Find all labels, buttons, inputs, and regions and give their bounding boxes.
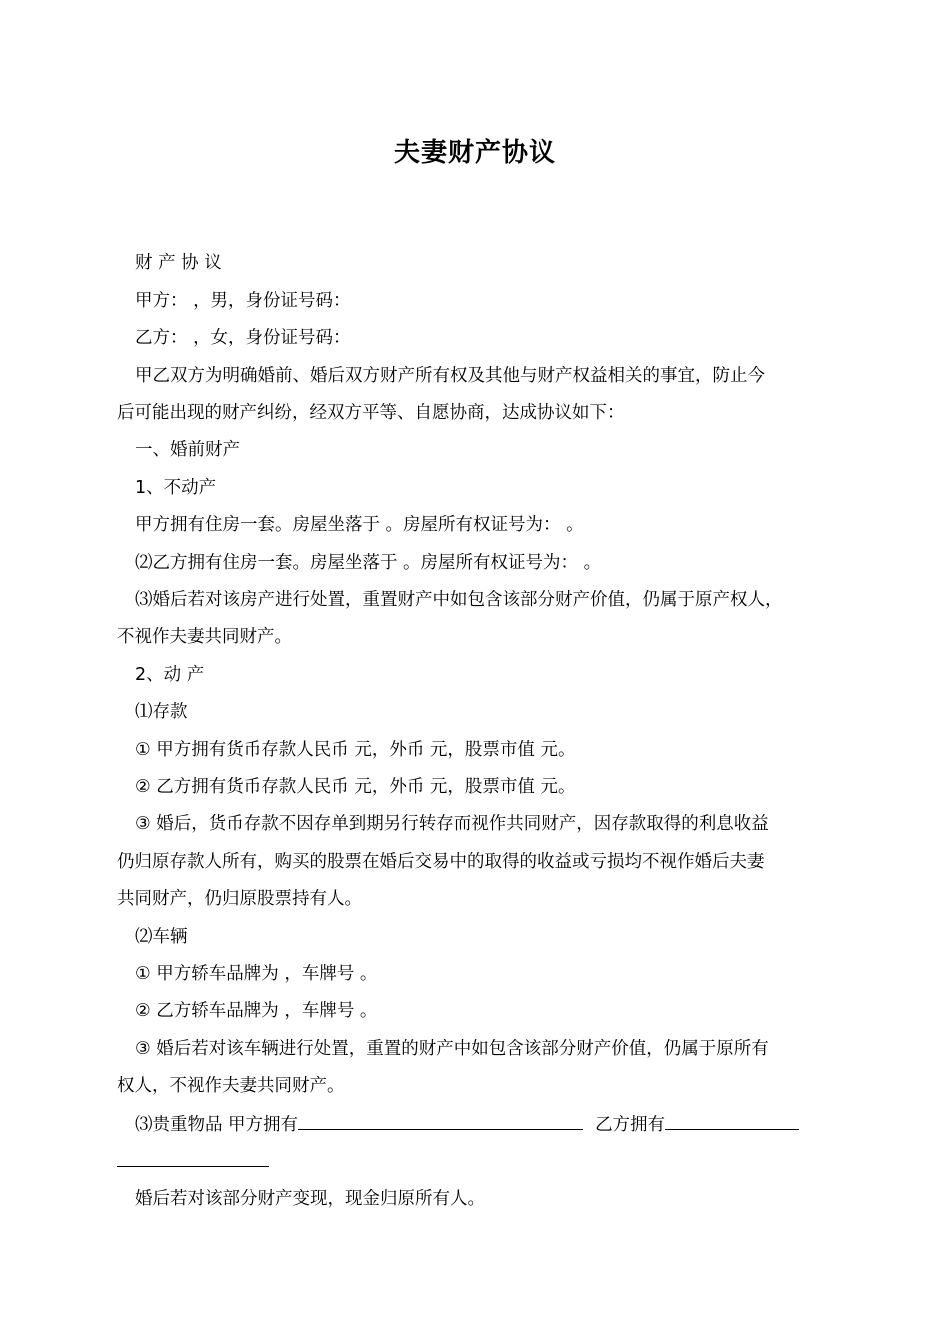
heading-property-agreement: 财 产 协 议 [135,253,222,273]
preamble-line-2: 后可能出现的财产纠纷，经双方平等、自愿协商，达成协议如下： [117,403,625,423]
document-title: 夫妻财产协议 [393,138,556,168]
clause-car-disposal-1: ③ 婚后若对该车辆进行处置，重置的财产中如包含该部分财产价值，仍属于原所有 [135,1039,769,1059]
valuables-party-b-label: 乙方拥有 [595,1115,666,1135]
clause-party-a-car: ① 甲方轿车品牌为 ，车牌号 。 [135,964,378,984]
clause-deposit-rules-3: 共同财产，仍归原股票持有人。 [117,889,362,909]
preamble-line-1: 甲乙双方为明确婚前、婚后双方财产所有权及其他与财产权益相关的事宜，防止今 [135,366,765,386]
clause-party-b-house: ⑵乙方拥有住房一套。房屋坐落于 。房屋所有权证号为： 。 [135,553,602,573]
subsection-vehicles: ⑵车辆 [135,927,188,947]
clause-valuables-cash: 婚后若对该部分财产变现，现金归原所有人。 [135,1189,485,1209]
section-premarital-property: 一、婚前财产 [135,440,240,460]
valuables-continuation-blank [117,1166,269,1167]
party-b-valuables-blank [665,1111,799,1130]
party-b-line: 乙方： ，女，身份证号码： [135,328,351,348]
valuables-label: ⑶贵重物品 甲方拥有 [135,1115,299,1135]
clause-party-a-house: 甲方拥有住房一套。房屋坐落于 。房屋所有权证号为： 。 [135,515,584,535]
clause-party-a-deposits: ① 甲方拥有货币存款人民币 元，外币 元，股票市值 元。 [135,740,576,760]
subsection-movable-property: 2、动 产 [135,665,205,685]
subsection-deposits: ⑴存款 [135,702,188,722]
clause-house-disposal-2: 不视作夫妻共同财产。 [117,627,292,647]
party-a-valuables-blank [298,1111,583,1130]
clause-party-b-deposits: ② 乙方拥有货币存款人民币 元，外币 元，股票市值 元。 [135,777,576,797]
clause-deposit-rules-1: ③ 婚后，货币存款不因存单到期另行转存而视作共同财产，因存款取得的利息收益 [135,814,769,834]
clause-party-b-car: ② 乙方轿车品牌为 ，车牌号 。 [135,1001,378,1021]
clause-house-disposal-1: ⑶婚后若对该房产进行处置，重置财产中如包含该部分财产价值，仍属于原产权人， [135,590,783,610]
subsection-real-estate: 1、不动产 [135,478,217,498]
clause-car-disposal-2: 权人，不视作夫妻共同财产。 [117,1076,345,1096]
party-a-line: 甲方： ，男，身份证号码： [135,291,351,311]
clause-valuables [135,1111,799,1137]
clause-deposit-rules-2: 仍归原存款人所有，购买的股票在婚后交易中的取得的收益或亏损均不视作婚后夫妻 [117,852,765,872]
